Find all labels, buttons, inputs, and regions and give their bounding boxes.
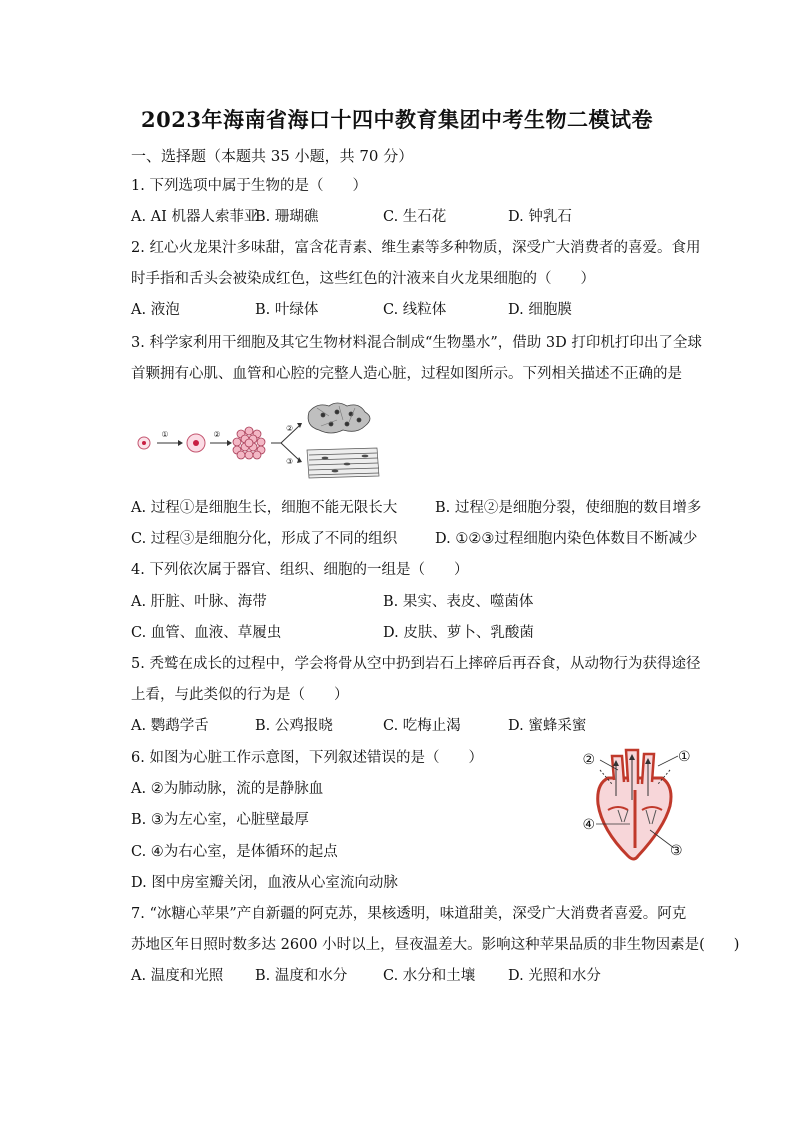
cell-development-figure: [133, 398, 389, 480]
question-3-option-b: B. 过程②是细胞分裂，使细胞的数目增多: [435, 500, 702, 516]
question-7-stem-line-1: 7. “冰糖心苹果”产自新疆的阿克苏，果核透明，味道甜美，深受广大消费者喜爱。阿克: [131, 906, 687, 922]
question-5-option-b: B. 公鸡报晓: [255, 718, 333, 734]
question-1-option-c: C. 生石花: [383, 209, 447, 225]
question-7-option-b: B. 温度和水分: [255, 968, 348, 984]
question-6-option-a: A. ②为肺动脉，流的是静脉血: [131, 781, 324, 797]
question-1-option-d: D. 钟乳石: [508, 209, 572, 225]
question-5-option-c: C. 吃梅止渴: [383, 718, 461, 734]
section-heading: 一、选择题（本题共 35 小题，共 70 分）: [131, 147, 414, 165]
figure-label-1: ①: [161, 430, 169, 439]
grown-cell-icon: [187, 434, 205, 452]
label-line-1: [658, 756, 678, 766]
heart-diagram: [578, 744, 694, 866]
question-2-option-c: C. 线粒体: [383, 302, 447, 318]
question-6-stem: 6. 如图为心脏工作示意图，下列叙述错误的是（ ）: [131, 750, 483, 766]
question-4-option-a: A. 肝脏、叶脉、海带: [131, 594, 267, 610]
cell-cluster-icon: [233, 427, 265, 459]
question-2-option-a: A. 液泡: [131, 302, 180, 318]
question-7-option-a: A. 温度和光照: [131, 968, 224, 984]
question-3-stem-line-2: 首颗拥有心肌、血管和心腔的完整人造心脏，过程如图所示。下列相关描述不正确的是: [131, 366, 682, 382]
question-5-stem-line-1: 5. 秃鹫在成长的过程中，学会将骨从空中扔到岩石上摔碎后再吞食，从动物行为获得途径: [131, 656, 701, 672]
heart-label-1: ①: [678, 749, 691, 765]
single-cell-icon: [138, 437, 150, 449]
question-4-option-d: D. 皮肤、萝卜、乳酸菌: [383, 625, 534, 641]
question-5-option-d: D. 蜜蜂采蜜: [508, 718, 587, 734]
question-1-stem: 1. 下列选项中属于生物的是（ ）: [131, 178, 367, 194]
question-6-option-d: D. 图中房室瓣关闭，血液从心室流向动脉: [131, 875, 398, 891]
question-2-stem-line-1: 2. 红心火龙果汁多味甜，富含花青素、维生素等多种物质，深受广大消费者的喜爱。食用: [131, 240, 701, 256]
question-4-option-c: C. 血管、血液、草履虫: [131, 625, 282, 641]
question-2-option-d: D. 细胞膜: [508, 302, 572, 318]
question-2-stem-line-2: 时手指和舌头会被染成红色，这些红色的汁液来自火龙果细胞的（ ）: [131, 271, 595, 287]
question-4-stem: 4. 下列依次属于器官、组织、细胞的一组是（ ）: [131, 562, 469, 578]
heart-label-2: ②: [582, 752, 595, 768]
tissue-top-icon: [308, 403, 370, 433]
question-7-option-c: C. 水分和土壤: [383, 968, 476, 984]
question-3-option-a: A. 过程①是细胞生长，细胞不能无限长大: [131, 500, 398, 516]
question-3-option-c: C. 过程③是细胞分化，形成了不同的组织: [131, 531, 398, 547]
exam-title: 2023年海南省海口十四中教育集团中考生物二模试卷: [141, 107, 653, 132]
question-4-option-b: B. 果实、表皮、噬菌体: [383, 594, 534, 610]
question-6-option-b: B. ③为左心室，心脏壁最厚: [131, 812, 309, 828]
question-7-option-d: D. 光照和水分: [508, 968, 601, 984]
question-3-stem-line-1: 3. 科学家利用干细胞及其它生物材料混合制成“生物墨水”，借助 3D 打印机打印出了全球: [131, 335, 702, 351]
question-6-option-c: C. ④为右心室，是体循环的起点: [131, 844, 338, 860]
figure-label-2-branch: ②: [286, 424, 294, 433]
question-3-option-d: D. ①②③过程细胞内染色体数目不断减少: [435, 531, 698, 547]
heart-label-4: ④: [582, 817, 595, 833]
branch-arrows-icon: [271, 426, 299, 460]
arrow-1-icon: [157, 440, 183, 446]
vessel-left: [612, 756, 624, 782]
question-5-option-a: A. 鹦鹉学舌: [131, 718, 209, 734]
question-2-option-b: B. 叶绿体: [255, 302, 319, 318]
tissue-bottom-icon: [307, 448, 379, 478]
question-5-stem-line-2: 上看，与此类似的行为是（ ）: [131, 687, 349, 703]
question-7-stem-line-2: 苏地区年日照时数多达 2600 小时以上，昼夜温差大。影响这种苹果品质的非生物因素是( ): [131, 937, 740, 953]
arrow-2-icon: [210, 440, 232, 446]
arrow-down-head-icon: [297, 457, 302, 463]
figure-label-2: ②: [213, 430, 221, 439]
question-1-option-a: A. AI 机器人索菲亚: [131, 209, 259, 225]
question-1-option-b: B. 珊瑚礁: [255, 209, 319, 225]
heart-label-3: ③: [670, 843, 683, 859]
figure-label-3: ③: [286, 457, 294, 466]
